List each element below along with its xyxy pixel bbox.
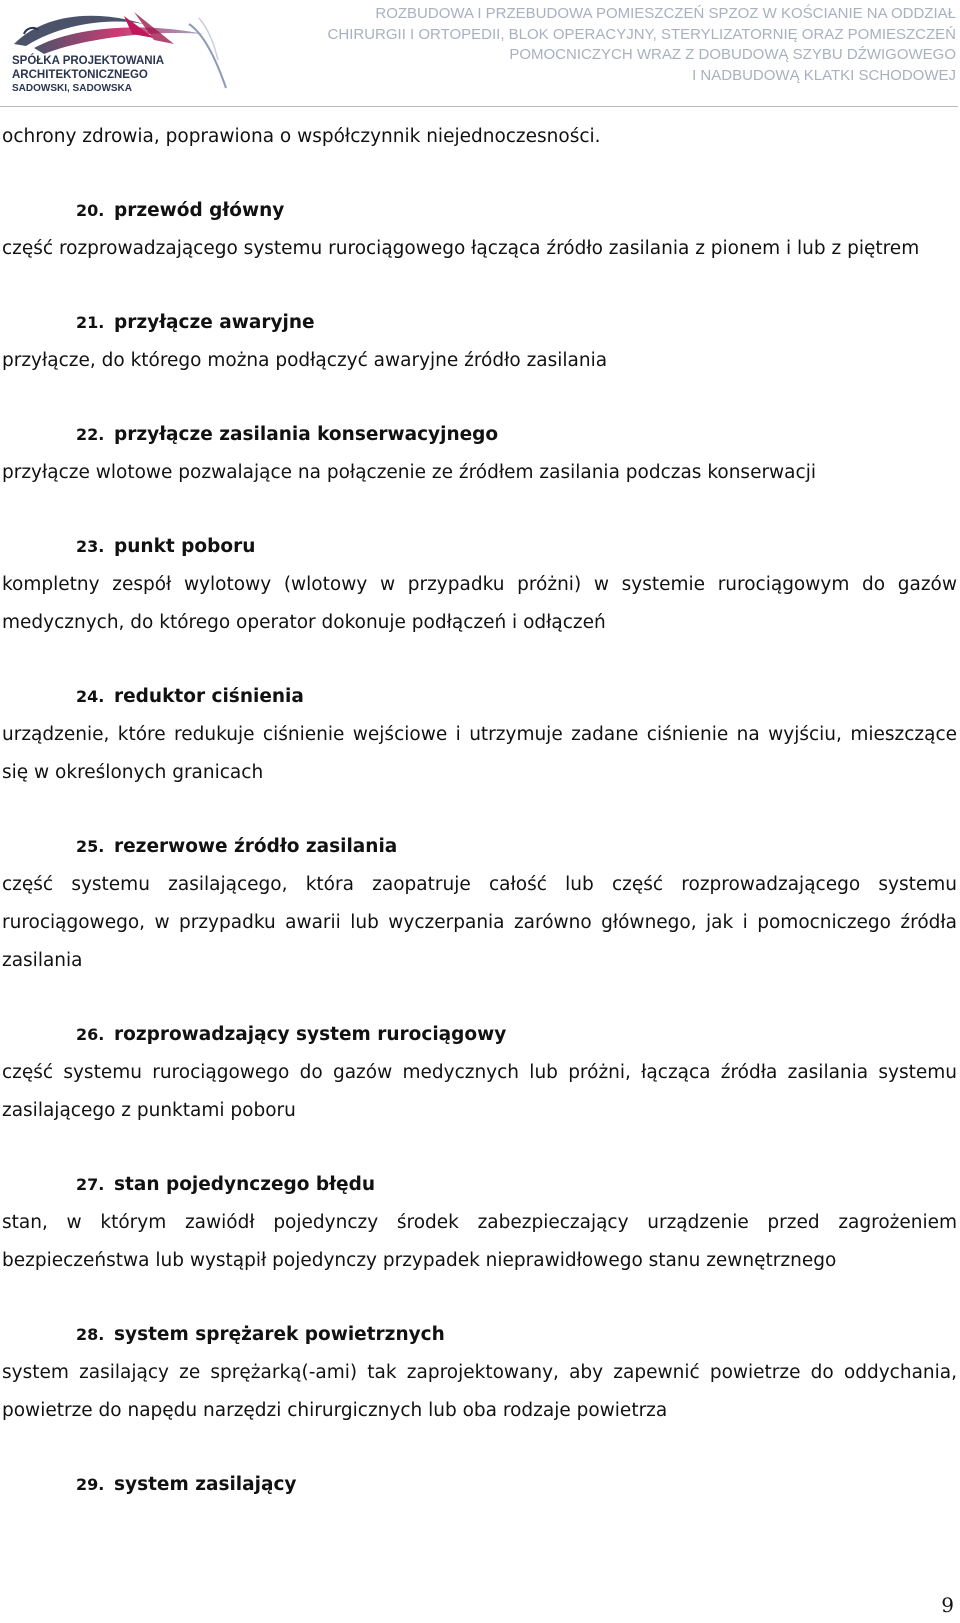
intro-text: ochrony zdrowia, poprawiona o współczynnik niejednoczesności. bbox=[2, 126, 601, 147]
definition-item-22 bbox=[2, 416, 958, 492]
definition-title: reduktor ciśnienia bbox=[114, 686, 304, 707]
definition-item-26 bbox=[2, 1016, 958, 1130]
definition-item-25 bbox=[2, 828, 958, 980]
definition-text: część systemu zasilającego, która zaopatruje całość lub część rozprowadzającego systemu rurociągowego, w przypadku awarii lub wyczerpania zarówno głównego, jak i pomocniczego źródła zasilania bbox=[2, 874, 957, 971]
definition-number: 23. bbox=[76, 537, 105, 556]
definition-item-23 bbox=[2, 528, 958, 642]
definition-title: przewód główny bbox=[114, 200, 285, 221]
definition-number: 29. bbox=[76, 1475, 105, 1494]
logo-text bbox=[12, 54, 244, 96]
definition-text: część rozprowadzającego systemu rurociągowego łącząca źródło zasilania z pionem i lub z piętrem bbox=[2, 238, 920, 259]
project-title-line-3: POMOCNICZYCH WRAZ Z DOBUDOWĄ SZYBU DŹWIGOWEGO bbox=[509, 46, 956, 63]
definition-item-27 bbox=[2, 1166, 958, 1280]
project-title bbox=[276, 4, 956, 86]
definition-title: system sprężarek powietrznych bbox=[114, 1324, 445, 1345]
definition-heading bbox=[2, 1166, 958, 1204]
header-divider bbox=[0, 106, 958, 107]
definition-title: system zasilający bbox=[114, 1474, 297, 1495]
definition-text: stan, w którym zawiódł pojedynczy środek zabezpieczający urządzenie przed zagrożeniem bezpieczeństwa lub wystąpił pojedynczy przypadek nieprawidłowego stanu zewnętrznego bbox=[2, 1212, 957, 1271]
definition-heading bbox=[2, 1316, 958, 1354]
definition-title: rozprowadzający system rurociągowy bbox=[114, 1024, 507, 1045]
definition-text: urządzenie, które redukuje ciśnienie wejściowe i utrzymuje zadane ciśnienie na wyjściu, mieszczące się w określonych granicach bbox=[2, 724, 957, 783]
definition-title: rezerwowe źródło zasilania bbox=[114, 836, 398, 857]
definition-heading bbox=[2, 192, 958, 230]
definition-text: kompletny zespół wylotowy (wlotowy w przypadku próżni) w systemie rurociągowym do gazów medycznych, do którego operator dokonuje podłączeń i odłączeń bbox=[2, 574, 957, 633]
definition-text: przyłącze, do którego można podłączyć awaryjne źródło zasilania bbox=[2, 350, 608, 371]
definition-heading bbox=[2, 1016, 958, 1054]
document-body bbox=[2, 118, 958, 1504]
project-title-line-2: CHIRURGII I ORTOPEDII, BLOK OPERACYJNY, STERYLIZATORNIĘ ORAZ POMIESZCZEŃ bbox=[327, 25, 956, 43]
definition-number: 24. bbox=[76, 687, 105, 706]
definition-text: system zasilający ze sprężarką(-ami) tak zaprojektowany, aby zapewnić powietrze do oddychania, powietrze do napędu narzędzi chirurgicznych lub oba rodzaje powietrza bbox=[2, 1362, 957, 1421]
definition-heading bbox=[2, 1466, 958, 1504]
definition-item-28 bbox=[2, 1316, 958, 1430]
page-number: 9 bbox=[941, 1593, 954, 1617]
definition-text: część systemu rurociągowego do gazów medycznych lub próżni, łącząca źródła zasilania systemu zasilającego z punktami poboru bbox=[2, 1062, 957, 1121]
definition-heading bbox=[2, 678, 958, 716]
definition-number: 25. bbox=[76, 837, 105, 856]
definition-heading bbox=[2, 304, 958, 342]
definition-title: przyłącze zasilania konserwacyjnego bbox=[114, 424, 499, 445]
definition-number: 27. bbox=[76, 1175, 105, 1194]
definition-number: 20. bbox=[76, 201, 105, 220]
definition-item-24 bbox=[2, 678, 958, 792]
company-logo bbox=[4, 4, 244, 92]
logo-line-2: SADOWSKI, SADOWSKA bbox=[12, 83, 132, 94]
definition-title: stan pojedynczego błędu bbox=[114, 1174, 376, 1195]
definition-number: 28. bbox=[76, 1325, 105, 1344]
definition-number: 21. bbox=[76, 313, 105, 332]
definition-heading bbox=[2, 528, 958, 566]
project-title-line-1: ROZBUDOWA I PRZEBUDOWA POMIESZCZEŃ SPZOZ W KOŚCIANIE NA ODDZIAŁ bbox=[375, 5, 956, 22]
definition-heading bbox=[2, 828, 958, 866]
definition-text: przyłącze wlotowe pozwalające na połączenie ze źródłem zasilania podczas konserwacji bbox=[2, 462, 816, 483]
definition-number: 22. bbox=[76, 425, 105, 444]
definition-item-21 bbox=[2, 304, 958, 380]
definition-title: przyłącze awaryjne bbox=[114, 312, 315, 333]
page-header bbox=[0, 0, 960, 110]
definition-item-29 bbox=[2, 1466, 958, 1504]
logo-line-1: SPÓŁKA PROJEKTOWANIA ARCHITEKTONICZNEGO bbox=[12, 55, 164, 81]
definition-number: 26. bbox=[76, 1025, 105, 1044]
definition-heading bbox=[2, 416, 958, 454]
definition-title: punkt poboru bbox=[114, 536, 256, 557]
project-title-line-4: I NADBUDOWĄ KLATKI SCHODOWEJ bbox=[692, 66, 956, 84]
definition-item-20 bbox=[2, 192, 958, 268]
